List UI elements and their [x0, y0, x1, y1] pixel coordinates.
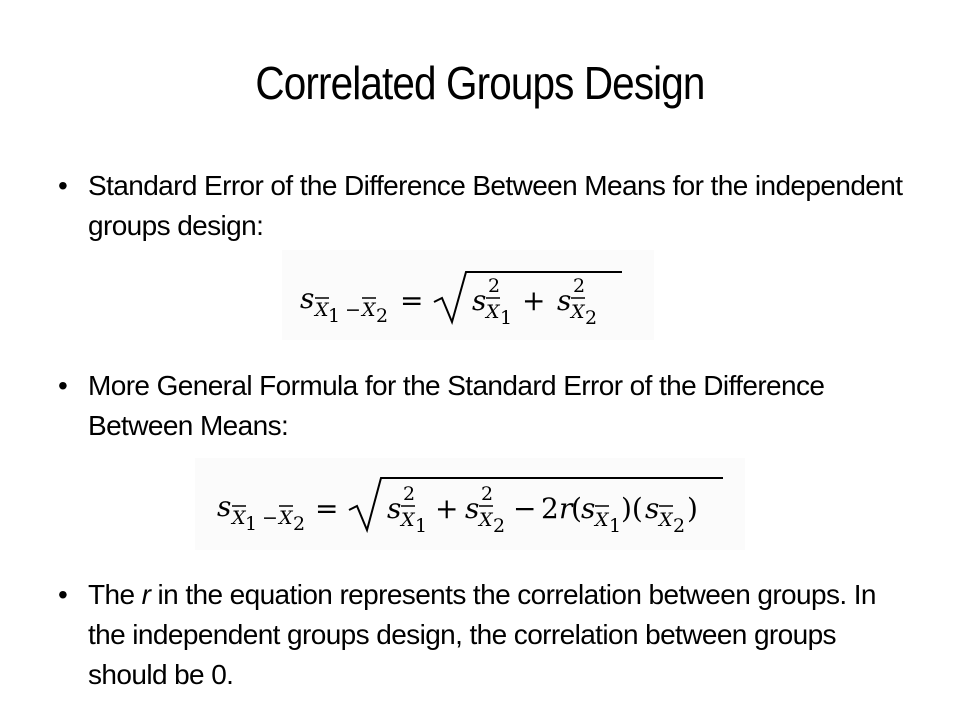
svg-text:X: X: [486, 301, 500, 323]
svg-text:s: s: [217, 490, 232, 523]
bullet-3-text-prefix: The: [88, 579, 142, 610]
svg-text:2: 2: [585, 307, 598, 329]
bullet-3-text-suffix: in the equation represents the correlation between groups. In the independent groups design, the correlation between groups should be 0.: [88, 579, 876, 690]
svg-text:): ): [687, 492, 698, 525]
svg-text:2: 2: [493, 515, 506, 537]
svg-text:−: −: [513, 492, 537, 525]
svg-text:r: r: [559, 492, 573, 525]
formula-independent-groups-image: [282, 250, 654, 340]
bullet-marker: •: [58, 579, 68, 610]
formula-general: [195, 458, 745, 550]
bullet-marker: •: [58, 170, 68, 201]
bullet-marker: •: [58, 370, 68, 401]
svg-text:2: 2: [376, 305, 389, 327]
svg-text:+: +: [435, 492, 459, 525]
svg-text:s: s: [387, 492, 402, 525]
svg-text:2: 2: [403, 483, 416, 505]
svg-text:X: X: [571, 301, 585, 323]
slide-title: Correlated Groups Design: [255, 57, 705, 109]
svg-text:−: −: [262, 507, 278, 529]
svg-text:2: 2: [541, 492, 559, 525]
svg-text:(: (: [571, 492, 582, 525]
svg-text:2: 2: [481, 483, 494, 505]
svg-text:2: 2: [573, 275, 586, 297]
svg-text:2: 2: [488, 275, 501, 297]
svg-text:−: −: [345, 299, 361, 321]
svg-text:X: X: [315, 299, 329, 321]
svg-text:X: X: [659, 509, 673, 531]
svg-text:s: s: [472, 284, 487, 317]
svg-text:s: s: [557, 284, 572, 317]
svg-text:X: X: [279, 507, 293, 529]
svg-text:s: s: [581, 492, 596, 525]
bullet-3-text-italic-r: r: [141, 579, 151, 610]
svg-text:1: 1: [328, 305, 341, 327]
svg-text:1: 1: [609, 515, 622, 537]
bullet-3-text: [88, 575, 908, 695]
svg-text:=: =: [315, 492, 339, 525]
svg-text:s: s: [465, 492, 480, 525]
svg-text:2: 2: [673, 515, 686, 537]
bullet-2-text: More General Formula for the Standard Error of the Difference Between Means:: [88, 370, 825, 441]
svg-text:X: X: [479, 509, 493, 531]
bullet-1-text: Standard Error of the Difference Between Means for the independent groups design:: [88, 170, 903, 241]
svg-text:s: s: [300, 282, 315, 315]
svg-text:1: 1: [245, 513, 258, 535]
svg-text:)(: )(: [621, 492, 643, 525]
svg-text:X: X: [362, 299, 376, 321]
formula-independent-groups: [282, 250, 654, 340]
svg-text:X: X: [232, 507, 246, 529]
svg-text:s: s: [645, 492, 660, 525]
svg-text:+: +: [522, 284, 546, 317]
svg-text:X: X: [401, 509, 415, 531]
svg-text:2: 2: [293, 513, 306, 535]
formula-general-image: [195, 458, 745, 550]
svg-text:X: X: [595, 509, 609, 531]
svg-text:1: 1: [415, 515, 428, 537]
svg-text:1: 1: [500, 307, 513, 329]
svg-text:=: =: [400, 284, 424, 317]
